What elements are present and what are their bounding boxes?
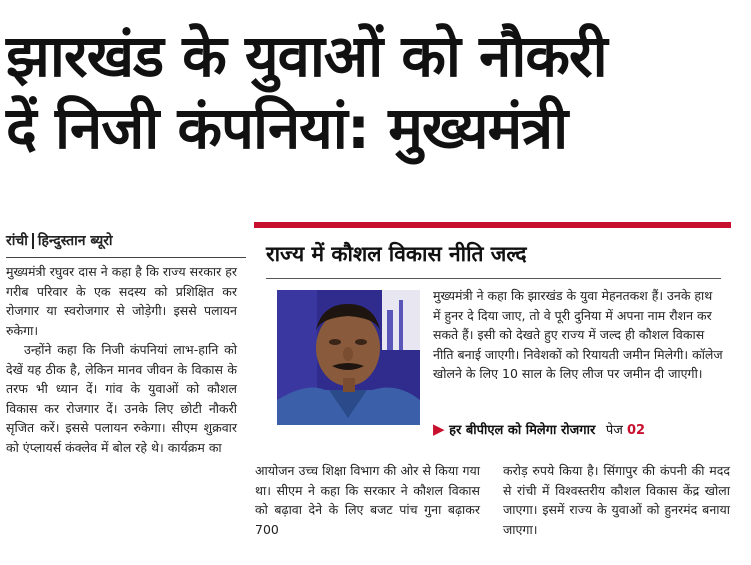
column1-paragraph-1: मुख्यमंत्री रघुवर दास ने कहा है कि राज्य सरकार हर गरीब परिवार के एक सदस्य को प्रशिक्षित कर रोजगार या स्वरोजगार से जोड़ेगी। इससे पलायन रुकेगा। (6, 264, 237, 338)
article-column-1 (6, 262, 237, 457)
byline-place: रांची (6, 233, 28, 249)
byline-source: हिन्दुस्तान ब्यूरो (37, 233, 113, 249)
box-paragraph: मुख्यमंत्री ने कहा कि झारखंड के युवा मेहनतकश हैं। उनके हाथ में हुनर दे दिया जाए, तो वे पूरी दुनिया में अपना नाम रौशन कर सकते हैं। इसी को देखते हुए राज्य में जल्द ही कौशल विकास नीति बनाई जाएगी। निवेशकों को रियायती जमीन मिलेगी। कॉलेज खोलने के लिए 10 साल के लिए लीज पर जमीन दी जाएगी। (433, 288, 723, 381)
box-subhead-rule (266, 278, 721, 279)
box-body (433, 286, 723, 384)
box-subhead: राज्य में कौशल विकास नीति जल्द (266, 242, 527, 266)
headline (6, 20, 746, 164)
chief-minister-photo (277, 290, 420, 425)
headline-line-2: दें निजी कंपनियां: मुख्यमंत्री (6, 94, 568, 162)
related-story-page (606, 423, 645, 438)
related-story-link[interactable] (433, 420, 645, 438)
related-story-title: हर बीपीएल को मिलेगा रोजगार (449, 423, 596, 438)
article-column-3 (503, 461, 730, 539)
sidebar-box (254, 222, 731, 455)
column1-paragraph-2: उन्होंने कहा कि निजी कंपनियां लाभ-हानि को देखें यह ठीक है, लेकिन मानव जीवन के विकास के तरफ भी ध्यान दें। गांव के युवाओं को कौशल विकास कर रोजगार दें। उनके लिए छोटी नौकरी सृजित करें। इससे पलायन रुकेगा। सीएम शुक्रवार को एंप्लायर्स कंक्लेव में बोल रहे थे। कार्यक्रम का (6, 342, 237, 455)
byline-separator (32, 233, 34, 249)
byline (6, 231, 113, 250)
page-label: पेज (605, 423, 623, 438)
article-column-2 (255, 461, 480, 539)
photo-illustration (277, 290, 420, 425)
column2-paragraph: आयोजन उच्च शिक्षा विभाग की ओर से किया गया था। सीएम ने कहा कि सरकार ने कौशल विकास को बढ़ावा देने के लिए बजट पांच गुना बढ़ाकर 700 (255, 463, 480, 537)
triangle-right-icon: ▶ (433, 420, 445, 438)
page-number: 02 (626, 423, 646, 438)
column3-paragraph: करोड़ रुपये किया है। सिंगापुर की कंपनी की मदद से रांची में विश्वस्तरीय कौशल विकास केंद्र खोला जाएगा। इसमें राज्य के युवाओं को हुनरमंद बनाया जाएगा। (503, 463, 730, 537)
headline-line-1: झारखंड के युवाओं को नौकरी (6, 22, 607, 90)
byline-rule (6, 257, 246, 258)
